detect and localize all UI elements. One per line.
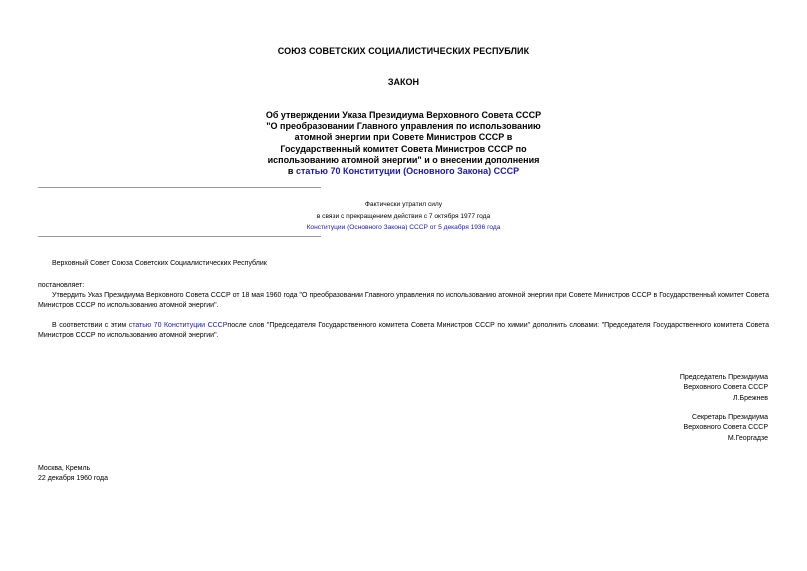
place: Москва, Кремль xyxy=(38,465,91,472)
secretary-signature xyxy=(684,413,768,444)
chair-name: Л.Брежнев xyxy=(733,394,768,402)
secretary-name: М.Георгадзе xyxy=(727,434,768,442)
status-note-line-2: в связи с прекращением действия с 7 октября 1977 года xyxy=(316,212,491,220)
place-date xyxy=(38,464,108,485)
secretary-title-2: Верховного Совета СССР xyxy=(683,424,768,432)
paragraph-1: Утвердить Указ Президиума Верховного Совета СССР от 18 мая 1960 года "О преобразовании Главного управления по использованию атомной энергии при Совете Министров СССР в Государственный комитет Совета Министров СССР по использованию атомной энергии". xyxy=(38,292,769,309)
status-note-line-3 xyxy=(0,222,807,234)
status-note xyxy=(0,199,807,234)
title-line-5: использованию атомной энергии" и о внесении дополнения xyxy=(267,154,540,165)
secretary-title-1: Секретарь Президиума xyxy=(692,414,768,421)
bottom-divider xyxy=(38,236,321,237)
article-70-link[interactable]: статью 70 Конституции СССР xyxy=(128,322,228,329)
top-divider xyxy=(38,187,321,188)
resolves-line: постановляет: xyxy=(38,282,85,289)
title-line-6 xyxy=(0,166,807,177)
status-note-line-1: Фактически утратил силу xyxy=(364,201,443,208)
paragraph-2 xyxy=(38,321,769,341)
chair-title-1: Председатель Президиума xyxy=(679,374,768,381)
law-title xyxy=(0,110,807,177)
date: 22 декабря 1960 года xyxy=(38,475,109,483)
title-line-6-prefix: в xyxy=(287,166,296,177)
constitution-article-link[interactable]: статью 70 Конституции (Основного Закона) СССР xyxy=(295,166,520,177)
title-line-3: атомной энергии при Совете Министров СССР в xyxy=(294,132,513,143)
doc-type-heading: ЗАКОН xyxy=(387,77,420,87)
constitution-1936-link[interactable]: Конституции (Основного Закона) СССР от 5 декабря 1936 года xyxy=(306,224,501,231)
title-line-4: Государственный комитет Совета Министров СССР по xyxy=(280,143,527,154)
chair-signature xyxy=(680,373,768,404)
issuer-line: Верховный Совет Союза Советских Социалистических Республик xyxy=(52,260,267,267)
chair-title-2: Верховного Совета СССР xyxy=(683,384,768,392)
paragraph-2-prefix: В соответствии с этим xyxy=(52,322,129,329)
title-line-1: Об утверждении Указа Президиума Верховного Совета СССР xyxy=(265,110,542,120)
paragraph-2-suffix: после слов "Председателя Государственного комитета Совета Министров СССР по химии" дополнить словами: "Председателя Государственного комитета Совета Министров СССР по использованию атомной энергии". xyxy=(38,322,769,339)
title-line-2: "О преобразовании Главного управления по использованию xyxy=(266,121,541,132)
union-heading: СОЮЗ СОВЕТСКИХ СОЦИАЛИСТИЧЕСКИХ РЕСПУБЛИК xyxy=(277,46,530,56)
